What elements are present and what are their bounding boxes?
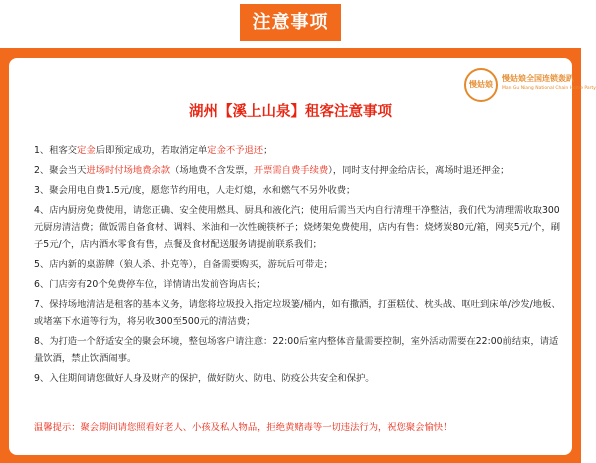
- rule-text: 8、为打造一个舒适安全的聚会环境，整包场客户请注意：22:00后室内整体音量需要控制，室外活动需要在22:00前结束，请适量饮酒，禁止饮酒闹事。: [34, 336, 559, 364]
- rule-text: （场地费不含发票，: [170, 165, 254, 176]
- notice-frame: [0, 48, 596, 463]
- rule-text: ；: [263, 145, 273, 156]
- rule-item: [34, 142, 562, 159]
- header-tab: 注意事项: [240, 4, 341, 41]
- logo-english-text: Man Gu Niang National Chain Home Party: [502, 86, 596, 91]
- rule-item: [34, 296, 562, 330]
- rule-text: 5、店内新的桌游牌（狼人杀、扑克等），自备需要购买，游玩后可带走；: [34, 259, 333, 270]
- rule-item: [34, 182, 562, 199]
- logo-seal-icon: 慢姑娘: [464, 68, 498, 102]
- warm-tip: 温馨提示：聚会期间请您照看好老人、小孩及私人物品，拒绝黄赌毒等一切违法行为，祝您聚会愉快！: [34, 422, 453, 433]
- page-title: 湖州【溪上山泉】租客注意事项: [189, 104, 392, 120]
- rule-item: [34, 370, 562, 387]
- rule-text: 7、保持场地清洁是租客的基本义务，请您将垃圾投入指定垃圾篓/桶内，如有撒酒，打蛋糕仗、枕头战、呕吐到床单/沙发/地板、或堵塞下水道等行为，将另收300至500元的清洁费；: [34, 299, 561, 327]
- rule-highlight-text: 开票需自费手续费: [253, 165, 329, 176]
- rule-text: 2、聚会当天: [34, 165, 87, 176]
- rule-highlight-text: 进场时付场地费余款: [86, 165, 171, 176]
- rules-list: [34, 142, 562, 390]
- notice-card: [9, 58, 596, 455]
- rule-text: 6、门店旁有20个免费停车位，详情请出发前咨询店长；: [34, 279, 266, 290]
- logo-chinese-text: 慢姑娘全国连锁轰趴: [502, 74, 574, 83]
- rule-item: [34, 276, 562, 293]
- rule-item: [34, 162, 562, 179]
- rule-text: 1、租客交: [34, 145, 78, 156]
- rule-item: [34, 256, 562, 273]
- rule-text: 3、聚会用电自费1.5元/度，愿您节约用电，人走灯熄，水和燃气不另外收费；: [34, 185, 356, 196]
- rule-text: 后即预定成功，若取消定单: [95, 145, 208, 156]
- rule-text: 9、入住期间请您做好人身及财产的保护，做好防火、防电、防疫公共安全和保护。: [34, 373, 375, 384]
- rule-text: ），同时支付押金给店长，离场时退还押金；: [328, 165, 510, 176]
- rule-highlight-text: 定金: [77, 145, 96, 156]
- rule-item: [34, 202, 562, 253]
- rule-item: [34, 333, 562, 367]
- rule-highlight-text: 定金不予退还: [207, 145, 264, 156]
- rule-text: 4、店内厨房免费使用，请您正确、安全使用燃具、厨具和液化汽；使用后需当天内自行清理干净整洁，我们代为清理需收取300元厨房清洁费；做饭需自备食材、调料、米油和一次性碗筷杯子；烧烤架免费使用，店内有售：烧烤炭80元/箱，网夹5元/个，刷子5元/个，店内酒水零食有售，点餐及食材配送服务请提前联系我们；: [34, 205, 561, 250]
